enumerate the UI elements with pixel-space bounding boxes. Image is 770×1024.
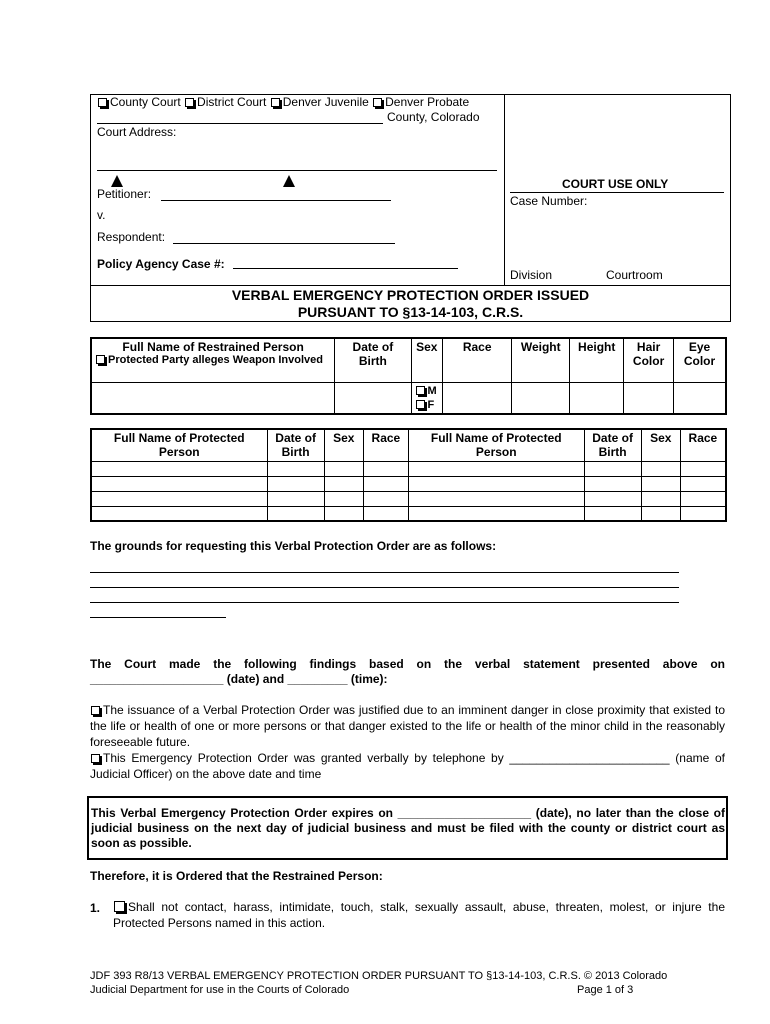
header-sex: Sex [411,338,443,382]
grounds-line[interactable] [90,602,679,603]
restrained-sex-cell [411,382,443,414]
header-sex: Sex [324,429,363,461]
finding-granted-verbally[interactable]: This Emergency Protection Order was granted verbally by telephone by ________________________ (name of Judicial Officer) on the above date and time [90,751,725,781]
table-row[interactable] [91,506,726,521]
petitioner-label: Petitioner: [97,187,152,201]
weapon-checkbox[interactable]: Protected Party alleges Weapon Involved [95,354,331,366]
title-line2: PURSUANT TO §13-14-103, C.R.S. [297,304,524,320]
table-row[interactable] [91,491,726,506]
restrained-race-cell[interactable] [443,382,512,414]
header-hair: Hair Color [624,338,674,382]
restrained-weight-cell[interactable] [512,382,570,414]
header-eye: Eye Color [674,338,726,382]
restrained-eye-cell[interactable] [674,382,726,414]
order-number: 1. [90,901,101,915]
expires-notice: This Verbal Emergency Protection Order expires on ____________________ (date), no later than the close of judicial business on the next day of judicial business and must be filed with the county or district court as soon as possible. [91,806,725,850]
findings-text: The Court made the following findings based on the verbal statement presented above on [90,657,725,671]
policy-case-field[interactable] [233,268,458,269]
page-number: Page 1 of 3 [577,984,634,996]
restrained-dob-cell[interactable] [335,382,411,414]
footer-line1: JDF 393 R8/13 VERBAL EMERGENCY PROTECTION ORDER PURSUANT TO §13-14-103, C.R.S. © 2013 Colorado [90,970,668,982]
table-header-row [91,338,726,382]
v-label: v. [97,208,106,222]
courtroom-label[interactable]: Courtroom [606,268,663,282]
header-protected-name: Full Name of Protected Person [91,429,267,461]
header-weight: Weight [512,338,570,382]
case-number-label[interactable]: Case Number: [510,194,588,208]
court-use-only: COURT USE ONLY [562,177,669,191]
division-label[interactable]: Division [510,268,553,282]
court-address-field[interactable] [97,170,497,171]
county-name-field[interactable] [97,123,383,124]
header-dob: Date of Birth [267,429,324,461]
petitioner-field[interactable] [161,200,391,201]
grounds-label: The grounds for requesting this Verbal Protection Order are as follows: [90,539,497,553]
header-protected-name: Full Name of Protected Person [408,429,584,461]
title-line1: VERBAL EMERGENCY PROTECTION ORDER ISSUED [231,287,590,303]
header-race: Race [680,429,726,461]
court-address-label: Court Address: [97,125,177,139]
policy-case-label: Policy Agency Case #: [97,257,225,271]
findings-date-time[interactable]: ____________________ (date) and _________ (time): [90,672,388,686]
header-height: Height [570,338,624,382]
checkbox-icon[interactable] [91,754,100,763]
header-dob: Date of Birth [335,338,411,382]
restrained-hair-cell[interactable] [624,382,674,414]
checkbox-denver-juvenile[interactable]: Denver Juvenile [270,95,369,109]
table-row[interactable] [91,476,726,491]
header-dob: Date of Birth [584,429,641,461]
header-restrained-name: Full Name of Restrained Person Protected Party alleges Weapon Involved [91,338,335,382]
checkbox-district-court[interactable]: District Court [184,95,266,109]
protected-persons-table [90,428,727,522]
table-row[interactable] [91,461,726,476]
header-race: Race [443,338,512,382]
grounds-line[interactable] [90,587,679,588]
header-race: Race [363,429,408,461]
restrained-person-table [90,337,727,415]
court-type-options [97,95,469,109]
triangle-marker-icon [111,175,123,187]
court-use-divider [510,192,724,193]
finding-imminent-danger[interactable]: The issuance of a Verbal Protection Order was justified due to an imminent danger in close proximity that existed to the life or health of one or more persons or that danger existed to the life or health of the minor child in the reasonably foreseeable future. [90,703,725,749]
restrained-name-cell[interactable] [91,382,335,414]
table-header-row [91,429,726,461]
county-suffix: County, Colorado [387,110,480,124]
checkbox-icon[interactable] [91,706,100,715]
restrained-height-cell[interactable] [570,382,624,414]
sex-m-checkbox[interactable]: M [415,384,440,398]
respondent-field[interactable] [173,243,395,244]
sex-f-checkbox[interactable]: F [415,398,440,412]
ordered-label: Therefore, it is Ordered that the Restrained Person: [90,869,383,883]
caption-divider [504,94,505,286]
header-sex: Sex [641,429,680,461]
respondent-label: Respondent: [97,230,166,244]
order-item[interactable]: Shall not contact, harass, intimidate, touch, stalk, sexually assault, abuse, threaten, molest, or injure the Protected Persons named in this action. [113,900,725,930]
grounds-line[interactable] [90,572,679,573]
checkbox-denver-probate[interactable]: Denver Probate [372,95,469,109]
checkbox-icon[interactable] [114,901,125,912]
grounds-line[interactable] [90,617,226,618]
table-row [91,382,726,414]
checkbox-county-court[interactable]: County Court [97,95,181,109]
footer-line2: Judicial Department for use in the Courts of Colorado [90,984,350,996]
triangle-marker-icon [283,175,295,187]
